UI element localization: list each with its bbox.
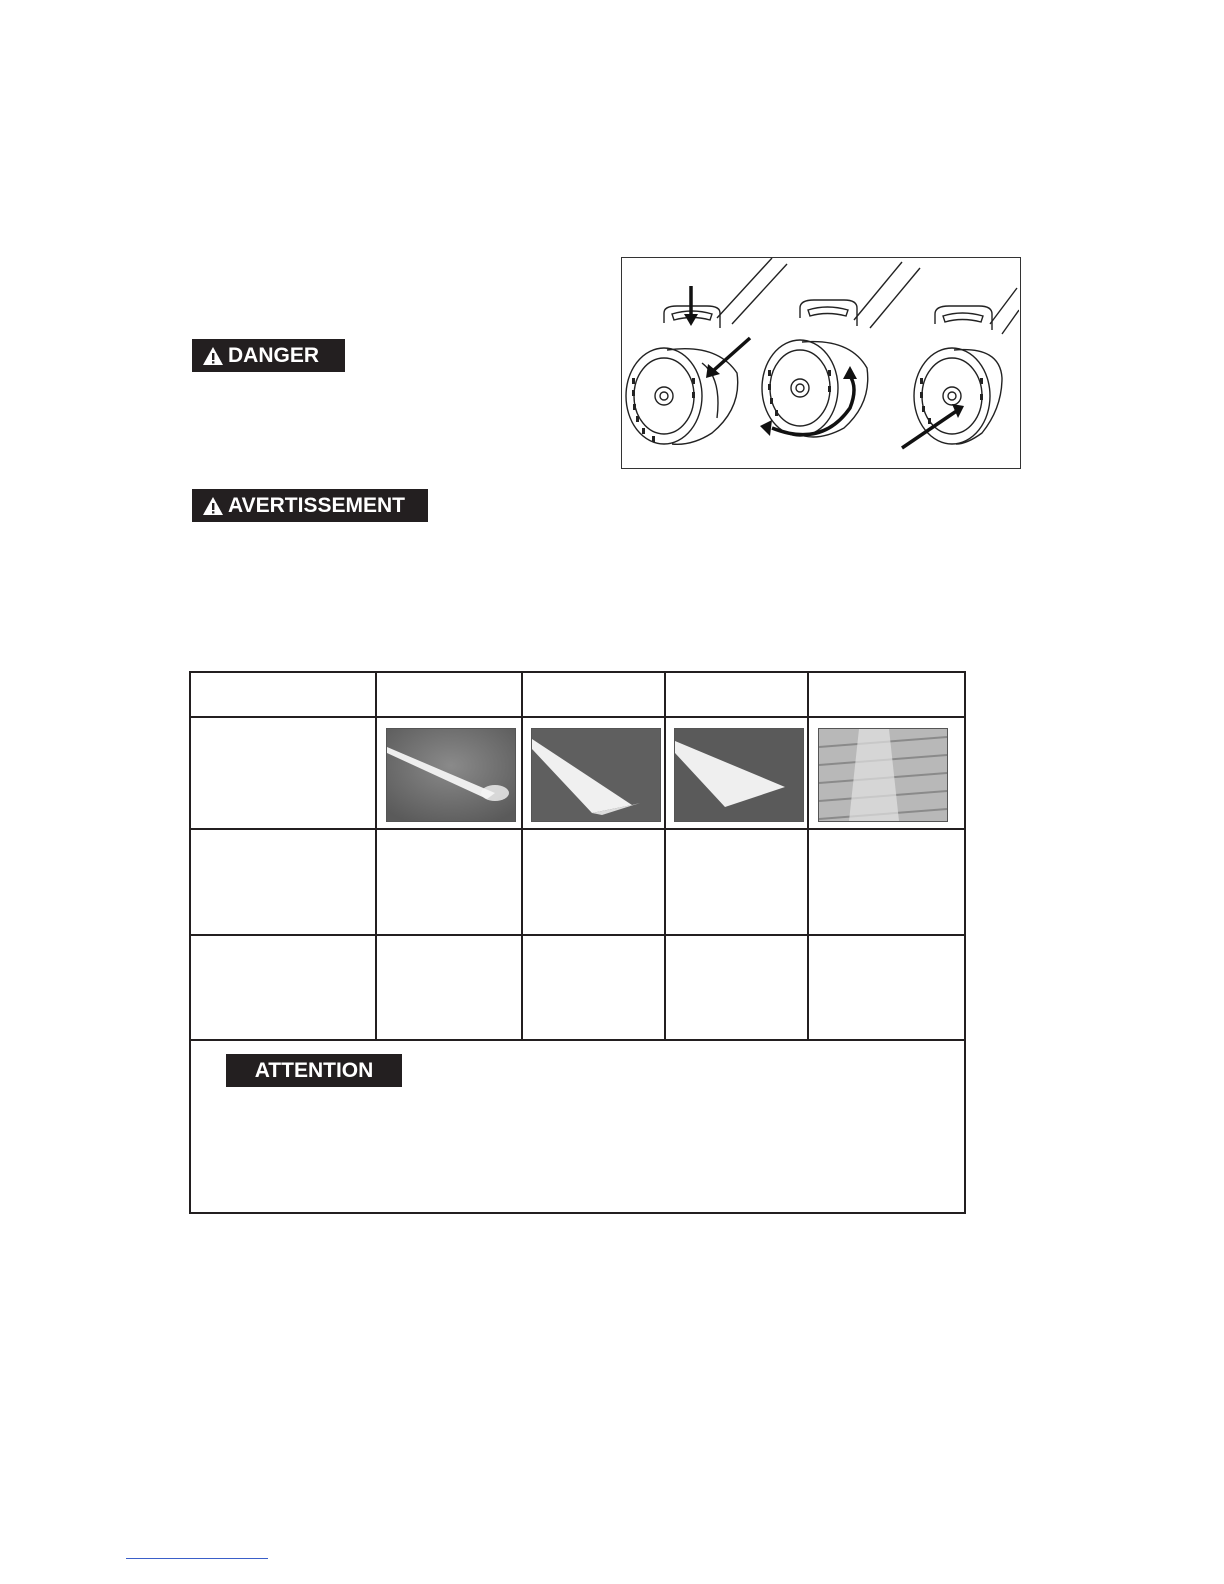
warning-triangle-icon	[202, 496, 224, 516]
nozzle-adjustment-figure	[621, 257, 1021, 469]
table-row-divider	[191, 828, 964, 830]
warning-triangle-icon	[202, 346, 224, 366]
attention-text: ATTENTION	[254, 1058, 374, 1082]
footer-link-underline[interactable]	[126, 1558, 268, 1559]
table-row-divider	[191, 934, 964, 936]
avertissement-label	[192, 489, 428, 522]
medium-fan-spray-photo	[531, 728, 661, 822]
soap-spray-on-brick-photo	[818, 728, 948, 822]
attention-label	[226, 1054, 402, 1087]
wide-fan-spray-photo	[674, 728, 804, 822]
danger-text: DANGER	[228, 343, 320, 367]
table-col-divider	[375, 673, 377, 1041]
table-row-divider	[191, 1039, 964, 1041]
avertissement-text: AVERTISSEMENT	[228, 493, 405, 517]
table-col-divider	[807, 673, 809, 1041]
narrow-jet-spray-photo	[386, 728, 516, 822]
table-col-divider	[664, 673, 666, 1041]
table-row-divider	[191, 716, 964, 718]
spray-pattern-table	[189, 671, 966, 1214]
nozzle-illustration	[622, 258, 1019, 467]
table-col-divider	[521, 673, 523, 1041]
danger-label	[192, 339, 345, 372]
